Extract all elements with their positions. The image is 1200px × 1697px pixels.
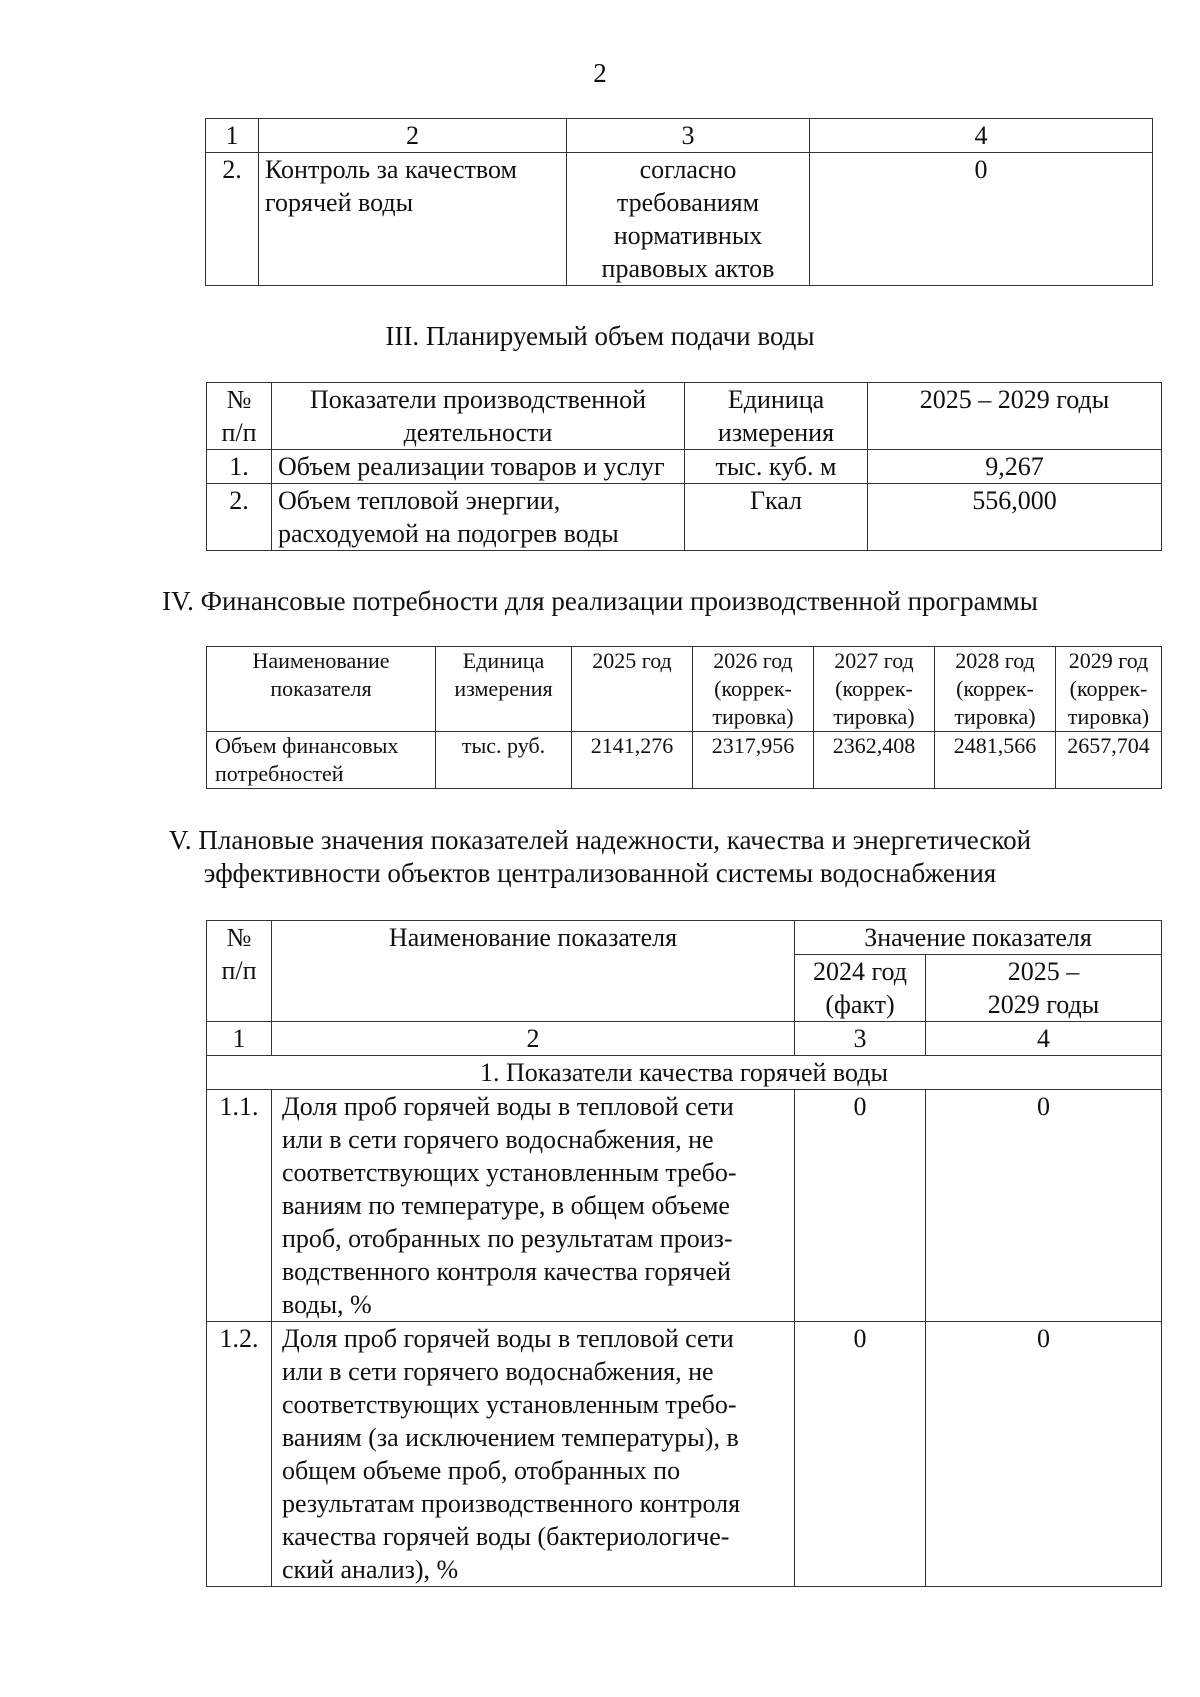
frequency-line: согласно <box>639 155 737 184</box>
indicator-name <box>259 153 567 286</box>
table-row <box>206 153 1153 286</box>
group-title: 1. Показатели качества горячей воды <box>207 1056 1162 1090</box>
indicator-line: результатам производственного контроля <box>282 1489 741 1518</box>
indicator-line: общем объеме проб, отобранных по <box>282 1456 681 1485</box>
unit-cell: Гкал <box>685 484 868 551</box>
indicator-line: Доля проб горячей воды в тепловой сети <box>282 1324 734 1353</box>
column-numbers-row <box>207 1022 1162 1056</box>
header-line: Единица <box>727 385 825 414</box>
row-number: 1.1. <box>207 1090 272 1322</box>
year-2025-header: 2025 год <box>572 647 693 732</box>
unit-header <box>436 647 572 732</box>
section-4-title: IV. Финансовые потребности для реализации производственной программы <box>162 586 1038 616</box>
value-2029: 2657,704 <box>1056 732 1162 789</box>
col-number: 1 <box>207 1022 272 1056</box>
financial-needs-table <box>206 646 1162 789</box>
row-number: 1. <box>207 450 272 484</box>
indicator-header <box>272 383 685 450</box>
value-cell: 556,000 <box>868 484 1162 551</box>
indicator-line: Объем тепловой энергии, <box>278 486 561 515</box>
indicator-line: Контроль за качеством <box>265 155 517 184</box>
table-row <box>207 1090 1162 1322</box>
value-2024: 0 <box>795 1090 926 1322</box>
frequency-cell <box>567 153 810 286</box>
group-row <box>207 1056 1162 1090</box>
name-header <box>207 647 436 732</box>
table-header-row <box>207 647 1162 732</box>
header-line: (факт) <box>825 990 895 1019</box>
indicator-name <box>207 732 436 789</box>
header-line: (коррек- <box>956 676 1034 701</box>
header-line: (коррек- <box>835 676 913 701</box>
header-line: 2028 год <box>955 648 1035 673</box>
col-4-header: 4 <box>810 119 1153 153</box>
section-5-title <box>0 824 1200 890</box>
row-number: 2. <box>207 484 272 551</box>
header-line: (коррек- <box>1069 676 1148 701</box>
indicator-line: соответствующих установленным требо- <box>282 1158 737 1187</box>
year-2028-header <box>935 647 1056 732</box>
value-2028: 2481,566 <box>935 732 1056 789</box>
year-2027-header <box>814 647 935 732</box>
col-number: 3 <box>795 1022 926 1056</box>
header-line: 2029 годы <box>987 990 1100 1019</box>
indicator-name <box>272 484 685 551</box>
indicator-line: горячей воды <box>265 188 414 217</box>
header-line: п/п <box>221 418 257 447</box>
year-2024-header <box>795 955 926 1022</box>
indicator-name: Объем реализации товаров и услуг <box>272 450 685 484</box>
value-2025: 2141,276 <box>572 732 693 789</box>
indicator-line: потребностей <box>215 761 344 786</box>
header-line: № <box>226 385 252 414</box>
value-cell: 0 <box>810 153 1153 286</box>
indicator-line: качества горячей воды (бактериологиче- <box>282 1522 730 1551</box>
quality-control-table <box>205 118 1153 286</box>
frequency-line: требованиям <box>616 188 760 217</box>
indicator-line: воды, % <box>282 1290 372 1319</box>
value-2024: 0 <box>795 1322 926 1587</box>
indicator-line: Доля проб горячей воды в тепловой сети <box>282 1092 734 1121</box>
header-line: тировка) <box>1067 704 1150 729</box>
frequency-line: нормативных <box>613 221 763 250</box>
indicator-line: проб, отобранных по результатам произ- <box>282 1224 733 1253</box>
indicator-line: ский анализ), % <box>282 1555 459 1584</box>
header-line: измерения <box>454 676 553 701</box>
table-header-row <box>207 383 1162 450</box>
header-line: Единица <box>462 648 545 673</box>
value-2027: 2362,408 <box>814 732 935 789</box>
header-line: (коррек- <box>714 676 792 701</box>
section-3-title: III. Планируемый объем подачи воды <box>385 321 815 351</box>
num-header <box>207 383 272 450</box>
year-2026-header <box>693 647 814 732</box>
table-row <box>207 450 1162 484</box>
col-number: 4 <box>926 1022 1162 1056</box>
table-row <box>207 732 1162 789</box>
page-number: 2 <box>593 58 607 88</box>
col-2-header: 2 <box>259 119 567 153</box>
header-line: 2029 год <box>1068 648 1149 673</box>
header-line: 2027 год <box>834 648 914 673</box>
title-line: эффективности объектов централизованной системы водоснабжения <box>203 858 997 888</box>
frequency-line: правовых актов <box>601 254 775 283</box>
header-line: тировка) <box>712 704 794 729</box>
unit-header <box>685 383 868 450</box>
value-group-header: Значение показателя <box>795 921 1162 955</box>
col-1-header: 1 <box>206 119 259 153</box>
value-2025-2029: 0 <box>926 1322 1162 1587</box>
header-line: измерения <box>717 418 835 447</box>
header-line: 2024 год <box>813 957 907 986</box>
indicator-line: ваниям (за исключением температуры), в <box>282 1423 739 1452</box>
table-header-row <box>207 921 1162 955</box>
header-line: тировка) <box>954 704 1036 729</box>
header-line: 2026 год <box>713 648 793 673</box>
indicator-line: расходуемой на подогрев воды <box>278 519 619 548</box>
indicator-name <box>272 1090 795 1322</box>
header-line: Показатели производственной <box>310 385 646 414</box>
years-header: 2025 – 2029 годы <box>868 383 1162 450</box>
unit-cell: тыс. руб. <box>436 732 572 789</box>
indicator-line: ваниям по температуре, в общем объеме <box>282 1191 730 1220</box>
year-2025-2029-header <box>926 955 1162 1022</box>
header-line: деятельности <box>403 418 553 447</box>
water-supply-table <box>206 382 1162 551</box>
col-number: 2 <box>272 1022 795 1056</box>
header-line: показателя <box>270 676 372 701</box>
value-2025-2029: 0 <box>926 1090 1162 1322</box>
reliability-indicators-table <box>206 920 1162 1587</box>
table-row <box>207 484 1162 551</box>
table-row <box>207 1322 1162 1587</box>
num-header <box>207 921 272 1022</box>
indicator-name <box>272 1322 795 1587</box>
indicator-line: или в сети горячего водоснабжения, не <box>282 1125 714 1154</box>
name-header: Наименование показателя <box>272 921 795 1022</box>
header-line: № <box>226 923 252 952</box>
header-line: тировка) <box>833 704 915 729</box>
col-3-header: 3 <box>567 119 810 153</box>
value-cell: 9,267 <box>868 450 1162 484</box>
year-2029-header <box>1056 647 1162 732</box>
indicator-line: Объем финансовых <box>215 733 399 758</box>
row-number: 2. <box>206 153 259 286</box>
header-line: Наименование <box>252 648 390 673</box>
header-line: 2025 – <box>1007 957 1080 986</box>
table-header-row <box>206 119 1153 153</box>
unit-cell: тыс. куб. м <box>685 450 868 484</box>
title-line: V. Плановые значения показателей надежности, качества и энергетической <box>168 825 1032 855</box>
row-number: 1.2. <box>207 1322 272 1587</box>
indicator-line: соответствующих установленным требо- <box>282 1390 737 1419</box>
indicator-line: водственного контроля качества горячей <box>282 1257 731 1286</box>
indicator-line: или в сети горячего водоснабжения, не <box>282 1357 714 1386</box>
header-line: п/п <box>221 956 257 985</box>
value-2026: 2317,956 <box>693 732 814 789</box>
